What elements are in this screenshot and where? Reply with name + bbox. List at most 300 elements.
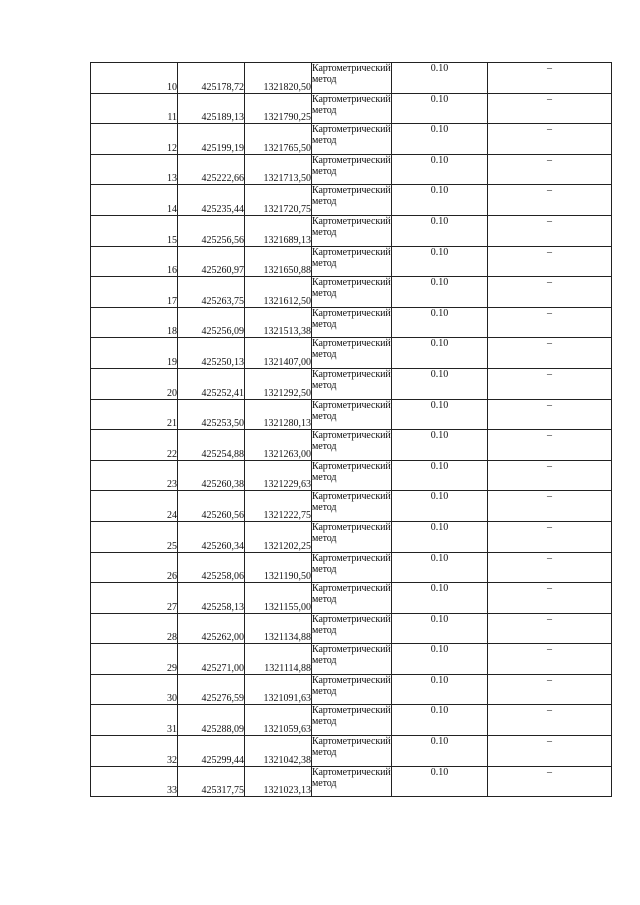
- method-cell: [312, 93, 392, 124]
- table-row: [91, 93, 612, 124]
- point-number-cell: [91, 674, 178, 705]
- y-coordinate: 1321059,63: [263, 724, 311, 736]
- x-coordinate-cell: [178, 124, 245, 155]
- x-coordinate: 425250,13: [201, 356, 244, 368]
- x-coordinate: 425260,34: [201, 540, 244, 552]
- note-cell: [488, 491, 612, 522]
- note-cell: [488, 552, 612, 583]
- method-cell: [312, 552, 392, 583]
- note-value: –: [547, 583, 552, 595]
- y-coordinate: 1321689,13: [263, 234, 311, 246]
- accuracy-cell: [392, 399, 488, 430]
- method-text: Картометрический метод: [312, 399, 391, 422]
- note-value: –: [547, 307, 552, 319]
- point-number: 29: [167, 662, 177, 674]
- note-cell: [488, 277, 612, 308]
- x-coordinate-cell: [178, 766, 245, 797]
- table-row: [91, 154, 612, 185]
- point-number-cell: [91, 736, 178, 767]
- point-number: 22: [167, 448, 177, 460]
- accuracy-cell: [392, 277, 488, 308]
- x-coordinate: 425276,59: [201, 693, 244, 705]
- accuracy-cell: [392, 63, 488, 94]
- table-row: [91, 736, 612, 767]
- method-cell: [312, 399, 392, 430]
- y-coordinate-cell: [245, 491, 312, 522]
- table-row: [91, 185, 612, 216]
- note-value: –: [547, 368, 552, 380]
- method-text: Картометрический метод: [312, 460, 391, 483]
- table-row: [91, 705, 612, 736]
- x-coordinate-cell: [178, 491, 245, 522]
- accuracy-value: 0.10: [430, 430, 449, 442]
- y-coordinate-cell: [245, 368, 312, 399]
- note-value: –: [547, 93, 552, 105]
- note-cell: [488, 215, 612, 246]
- method-text: Картометрический метод: [312, 93, 391, 116]
- accuracy-cell: [392, 93, 488, 124]
- method-cell: [312, 185, 392, 216]
- note-value: –: [547, 430, 552, 442]
- table-row: [91, 63, 612, 94]
- method-cell: [312, 491, 392, 522]
- method-text: Картометрический метод: [312, 124, 391, 147]
- method-text: Картометрический метод: [312, 277, 391, 300]
- accuracy-value: 0.10: [430, 277, 449, 289]
- y-coordinate-cell: [245, 583, 312, 614]
- method-text: Картометрический метод: [312, 154, 391, 177]
- note-cell: [488, 736, 612, 767]
- accuracy-value: 0.10: [430, 93, 449, 105]
- x-coordinate: 425235,44: [201, 203, 244, 215]
- point-number: 15: [167, 234, 177, 246]
- x-coordinate-cell: [178, 93, 245, 124]
- point-number-cell: [91, 766, 178, 797]
- accuracy-cell: [392, 644, 488, 675]
- x-coordinate: 425317,75: [201, 785, 244, 797]
- y-coordinate: 1321820,50: [263, 81, 311, 93]
- y-coordinate: 1321023,13: [263, 785, 311, 797]
- accuracy-value: 0.10: [430, 583, 449, 595]
- accuracy-value: 0.10: [430, 736, 449, 748]
- x-coordinate: 425258,13: [201, 601, 244, 613]
- method-cell: [312, 338, 392, 369]
- accuracy-value: 0.10: [430, 154, 449, 166]
- method-cell: [312, 154, 392, 185]
- method-cell: [312, 430, 392, 461]
- method-cell: [312, 674, 392, 705]
- table-row: [91, 368, 612, 399]
- y-coordinate-cell: [245, 215, 312, 246]
- method-text: Картометрический метод: [312, 552, 391, 575]
- note-value: –: [547, 460, 552, 472]
- point-number: 24: [167, 509, 177, 521]
- point-number-cell: [91, 185, 178, 216]
- method-text: Картометрический метод: [312, 583, 391, 606]
- method-text: Картометрический метод: [312, 307, 391, 330]
- x-coordinate: 425262,00: [201, 632, 244, 644]
- x-coordinate: 425260,38: [201, 479, 244, 491]
- x-coordinate: 425299,44: [201, 754, 244, 766]
- x-coordinate: 425222,66: [201, 173, 244, 185]
- accuracy-cell: [392, 613, 488, 644]
- x-coordinate: 425254,88: [201, 448, 244, 460]
- x-coordinate: 425260,97: [201, 265, 244, 277]
- point-number-cell: [91, 491, 178, 522]
- method-cell: [312, 736, 392, 767]
- table-row: [91, 674, 612, 705]
- note-value: –: [547, 399, 552, 411]
- table-row: [91, 583, 612, 614]
- table-row: [91, 430, 612, 461]
- x-coordinate: 425252,41: [201, 387, 244, 399]
- point-number-cell: [91, 338, 178, 369]
- point-number: 18: [167, 326, 177, 338]
- accuracy-cell: [392, 307, 488, 338]
- y-coordinate: 1321263,00: [263, 448, 311, 460]
- y-coordinate: 1321280,13: [263, 418, 311, 430]
- point-number-cell: [91, 246, 178, 277]
- method-cell: [312, 368, 392, 399]
- point-number-cell: [91, 154, 178, 185]
- method-text: Картометрический метод: [312, 705, 391, 728]
- y-coordinate-cell: [245, 705, 312, 736]
- x-coordinate-cell: [178, 215, 245, 246]
- method-cell: [312, 460, 392, 491]
- method-cell: [312, 63, 392, 94]
- x-coordinate: 425271,00: [201, 662, 244, 674]
- accuracy-cell: [392, 583, 488, 614]
- y-coordinate-cell: [245, 430, 312, 461]
- method-text: Картометрический метод: [312, 185, 391, 208]
- method-text: Картометрический метод: [312, 736, 391, 759]
- point-number: 32: [167, 754, 177, 766]
- y-coordinate: 1321765,50: [263, 142, 311, 154]
- y-coordinate-cell: [245, 674, 312, 705]
- point-number: 16: [167, 265, 177, 277]
- point-number-cell: [91, 124, 178, 155]
- accuracy-cell: [392, 491, 488, 522]
- y-coordinate-cell: [245, 307, 312, 338]
- y-coordinate-cell: [245, 460, 312, 491]
- y-coordinate: 1321190,50: [263, 571, 311, 583]
- point-number: 33: [167, 785, 177, 797]
- point-number: 20: [167, 387, 177, 399]
- note-value: –: [547, 154, 552, 166]
- table-row: [91, 124, 612, 155]
- accuracy-value: 0.10: [430, 644, 449, 656]
- note-value: –: [547, 338, 552, 350]
- method-text: Картометрический метод: [312, 215, 391, 238]
- accuracy-cell: [392, 246, 488, 277]
- y-coordinate: 1321042,38: [263, 754, 311, 766]
- accuracy-cell: [392, 338, 488, 369]
- x-coordinate: 425253,50: [201, 418, 244, 430]
- accuracy-value: 0.10: [430, 552, 449, 564]
- y-coordinate: 1321114,88: [264, 662, 311, 674]
- x-coordinate-cell: [178, 277, 245, 308]
- x-coordinate-cell: [178, 705, 245, 736]
- note-value: –: [547, 246, 552, 258]
- x-coordinate-cell: [178, 430, 245, 461]
- table-row: [91, 491, 612, 522]
- method-cell: [312, 613, 392, 644]
- table-row: [91, 246, 612, 277]
- point-number-cell: [91, 705, 178, 736]
- accuracy-cell: [392, 460, 488, 491]
- y-coordinate: 1321720,75: [263, 203, 311, 215]
- accuracy-cell: [392, 124, 488, 155]
- table-row: [91, 460, 612, 491]
- y-coordinate: 1321155,00: [263, 601, 311, 613]
- method-text: Картометрический метод: [312, 613, 391, 636]
- y-coordinate: 1321229,63: [263, 479, 311, 491]
- method-cell: [312, 644, 392, 675]
- accuracy-value: 0.10: [430, 246, 449, 258]
- point-number: 27: [167, 601, 177, 613]
- note-value: –: [547, 185, 552, 197]
- table-row: [91, 338, 612, 369]
- point-number: 13: [167, 173, 177, 185]
- x-coordinate: 425256,09: [201, 326, 244, 338]
- y-coordinate: 1321790,25: [263, 112, 311, 124]
- y-coordinate: 1321091,63: [263, 693, 311, 705]
- point-number: 25: [167, 540, 177, 552]
- note-cell: [488, 185, 612, 216]
- point-number: 26: [167, 571, 177, 583]
- point-number: 12: [167, 142, 177, 154]
- method-text: Картометрический метод: [312, 338, 391, 361]
- x-coordinate-cell: [178, 154, 245, 185]
- note-value: –: [547, 124, 552, 136]
- accuracy-value: 0.10: [430, 613, 449, 625]
- note-cell: [488, 766, 612, 797]
- point-number: 11: [167, 112, 177, 124]
- point-number: 14: [167, 203, 177, 215]
- accuracy-value: 0.10: [430, 399, 449, 411]
- note-cell: [488, 154, 612, 185]
- method-cell: [312, 307, 392, 338]
- note-value: –: [547, 644, 552, 656]
- y-coordinate-cell: [245, 766, 312, 797]
- accuracy-cell: [392, 430, 488, 461]
- method-text: Картометрический метод: [312, 430, 391, 453]
- point-number-cell: [91, 307, 178, 338]
- method-text: Картометрический метод: [312, 63, 391, 85]
- table-row: [91, 766, 612, 797]
- y-coordinate: 1321222,75: [263, 509, 311, 521]
- y-coordinate-cell: [245, 185, 312, 216]
- point-number: 30: [167, 693, 177, 705]
- y-coordinate-cell: [245, 736, 312, 767]
- y-coordinate: 1321407,00: [263, 356, 311, 368]
- accuracy-cell: [392, 766, 488, 797]
- point-number-cell: [91, 215, 178, 246]
- point-number-cell: [91, 552, 178, 583]
- point-number: 31: [167, 724, 177, 736]
- note-value: –: [547, 277, 552, 289]
- table-row: [91, 215, 612, 246]
- method-cell: [312, 277, 392, 308]
- x-coordinate: 425263,75: [201, 295, 244, 307]
- point-number-cell: [91, 430, 178, 461]
- point-number: 21: [167, 418, 177, 430]
- x-coordinate-cell: [178, 63, 245, 94]
- accuracy-cell: [392, 154, 488, 185]
- note-cell: [488, 93, 612, 124]
- note-cell: [488, 338, 612, 369]
- point-number-cell: [91, 368, 178, 399]
- table-row: [91, 277, 612, 308]
- note-cell: [488, 521, 612, 552]
- accuracy-cell: [392, 705, 488, 736]
- accuracy-value: 0.10: [430, 705, 449, 717]
- accuracy-cell: [392, 215, 488, 246]
- x-coordinate-cell: [178, 613, 245, 644]
- method-cell: [312, 215, 392, 246]
- x-coordinate-cell: [178, 521, 245, 552]
- point-number: 28: [167, 632, 177, 644]
- point-number-cell: [91, 644, 178, 675]
- note-value: –: [547, 215, 552, 227]
- point-number: 19: [167, 356, 177, 368]
- accuracy-value: 0.10: [430, 674, 449, 686]
- accuracy-value: 0.10: [430, 307, 449, 319]
- method-cell: [312, 521, 392, 552]
- note-value: –: [547, 491, 552, 503]
- y-coordinate-cell: [245, 613, 312, 644]
- x-coordinate: 425260,56: [201, 509, 244, 521]
- x-coordinate-cell: [178, 307, 245, 338]
- y-coordinate: 1321134,88: [263, 632, 311, 644]
- point-number: 23: [167, 479, 177, 491]
- y-coordinate-cell: [245, 399, 312, 430]
- x-coordinate-cell: [178, 736, 245, 767]
- x-coordinate-cell: [178, 399, 245, 430]
- y-coordinate: 1321713,50: [263, 173, 311, 185]
- note-value: –: [547, 552, 552, 564]
- note-value: –: [547, 766, 552, 778]
- method-text: Картометрический метод: [312, 368, 391, 391]
- accuracy-cell: [392, 368, 488, 399]
- note-cell: [488, 583, 612, 614]
- point-number-cell: [91, 277, 178, 308]
- point-number-cell: [91, 399, 178, 430]
- point-number-cell: [91, 93, 178, 124]
- table-row: [91, 613, 612, 644]
- method-text: Картометрический метод: [312, 246, 391, 269]
- table-row: [91, 521, 612, 552]
- x-coordinate-cell: [178, 338, 245, 369]
- y-coordinate-cell: [245, 521, 312, 552]
- x-coordinate: 425288,09: [201, 724, 244, 736]
- accuracy-cell: [392, 552, 488, 583]
- table-row: [91, 399, 612, 430]
- method-text: Картометрический метод: [312, 491, 391, 514]
- coordinates-table-body: [91, 63, 612, 797]
- x-coordinate-cell: [178, 583, 245, 614]
- accuracy-value: 0.10: [430, 338, 449, 350]
- note-value: –: [547, 613, 552, 625]
- method-cell: [312, 583, 392, 614]
- method-cell: [312, 766, 392, 797]
- point-number-cell: [91, 613, 178, 644]
- x-coordinate: 425258,06: [201, 571, 244, 583]
- method-text: Картометрический метод: [312, 674, 391, 697]
- y-coordinate: 1321612,50: [263, 295, 311, 307]
- method-text: Картометрический метод: [312, 644, 391, 667]
- accuracy-value: 0.10: [430, 460, 449, 472]
- x-coordinate: 425178,72: [201, 81, 244, 93]
- x-coordinate: 425256,56: [201, 234, 244, 246]
- x-coordinate-cell: [178, 460, 245, 491]
- accuracy-value: 0.10: [430, 368, 449, 380]
- accuracy-value: 0.10: [430, 766, 449, 778]
- x-coordinate-cell: [178, 674, 245, 705]
- note-cell: [488, 368, 612, 399]
- y-coordinate-cell: [245, 63, 312, 94]
- x-coordinate-cell: [178, 552, 245, 583]
- note-cell: [488, 430, 612, 461]
- accuracy-cell: [392, 736, 488, 767]
- accuracy-cell: [392, 185, 488, 216]
- y-coordinate-cell: [245, 246, 312, 277]
- x-coordinate-cell: [178, 644, 245, 675]
- method-cell: [312, 124, 392, 155]
- accuracy-cell: [392, 521, 488, 552]
- x-coordinate-cell: [178, 368, 245, 399]
- x-coordinate-cell: [178, 185, 245, 216]
- y-coordinate: 1321292,50: [263, 387, 311, 399]
- note-cell: [488, 246, 612, 277]
- accuracy-value: 0.10: [430, 63, 449, 74]
- y-coordinate-cell: [245, 124, 312, 155]
- method-text: Картометрический метод: [312, 521, 391, 544]
- x-coordinate: 425199,19: [201, 142, 244, 154]
- note-value: –: [547, 736, 552, 748]
- note-cell: [488, 613, 612, 644]
- accuracy-value: 0.10: [430, 124, 449, 136]
- y-coordinate-cell: [245, 644, 312, 675]
- note-value: –: [547, 63, 552, 74]
- y-coordinate: 1321513,38: [263, 326, 311, 338]
- y-coordinate-cell: [245, 552, 312, 583]
- note-cell: [488, 460, 612, 491]
- accuracy-value: 0.10: [430, 215, 449, 227]
- table-row: [91, 552, 612, 583]
- coordinates-table: [90, 62, 612, 797]
- note-cell: [488, 644, 612, 675]
- note-cell: [488, 705, 612, 736]
- point-number-cell: [91, 63, 178, 94]
- note-value: –: [547, 521, 552, 533]
- y-coordinate: 1321202,25: [263, 540, 311, 552]
- note-cell: [488, 399, 612, 430]
- y-coordinate-cell: [245, 154, 312, 185]
- note-value: –: [547, 674, 552, 686]
- accuracy-value: 0.10: [430, 185, 449, 197]
- y-coordinate-cell: [245, 93, 312, 124]
- note-cell: [488, 124, 612, 155]
- note-cell: [488, 307, 612, 338]
- method-cell: [312, 246, 392, 277]
- note-cell: [488, 63, 612, 94]
- point-number: 17: [167, 295, 177, 307]
- method-text: Картометрический метод: [312, 766, 391, 789]
- note-value: –: [547, 705, 552, 717]
- note-cell: [488, 674, 612, 705]
- x-coordinate: 425189,13: [201, 112, 244, 124]
